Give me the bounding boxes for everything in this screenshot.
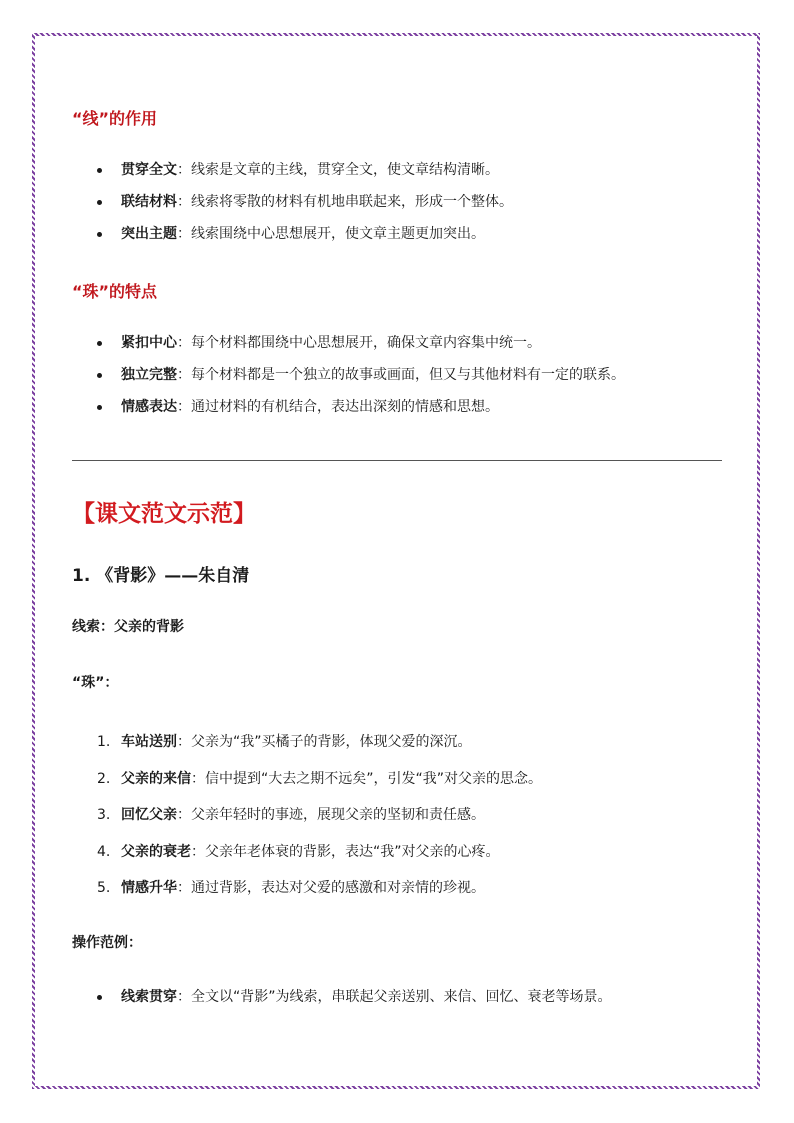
item-text: ：每个材料都围绕中心思想展开，确保文章内容集中统一。 (177, 335, 541, 351)
item-term: 情感升华 (121, 880, 177, 896)
list-item (72, 769, 722, 806)
list-item (72, 365, 722, 397)
list-item (72, 732, 722, 769)
item-number: 5. (97, 880, 111, 896)
section-title: 【课文范文示范】 (72, 500, 256, 527)
heading-pearl-features: “珠”的特点 (72, 282, 158, 301)
pearl-features-list (72, 333, 722, 429)
item-number: 4. (97, 843, 111, 860)
item-text: ：线索围绕中心思想展开，使文章主题更加突出。 (177, 226, 485, 242)
horizontal-divider (72, 460, 722, 461)
operation-label: 操作范例： (72, 935, 142, 951)
list-item (72, 333, 722, 365)
line-role-list (72, 160, 722, 256)
item-text: ：通过背影，表达对父爱的感激和对亲情的珍视。 (177, 880, 485, 896)
list-item (72, 192, 722, 224)
item-text: ：通过材料的有机结合，表达出深刻的情感和思想。 (177, 399, 499, 415)
item-text: ：信中提到“大去之期不远矣”，引发“我”对父亲的思念。 (191, 770, 543, 787)
list-item (72, 224, 722, 256)
example-subtitle: 1. 《背影》——朱自清 (72, 566, 250, 586)
clue-label: 线索：父亲的背影 (72, 619, 184, 635)
item-term: 突出主题 (121, 226, 177, 242)
item-number: 1. (97, 734, 111, 750)
list-item (72, 987, 722, 1019)
list-item (72, 805, 722, 842)
pearl-list (72, 732, 722, 915)
item-term: 回忆父亲 (121, 807, 177, 823)
item-text: ：父亲年轻时的事迹，展现父亲的坚韧和责任感。 (177, 807, 485, 823)
item-number: 2. (97, 770, 111, 787)
item-term: 联结材料 (121, 194, 177, 210)
heading-line-role: “线”的作用 (72, 109, 158, 128)
item-term: 贯穿全文 (121, 162, 177, 178)
operation-list (72, 987, 722, 1019)
item-number: 3. (97, 807, 111, 823)
item-text: ：线索是文章的主线，贯穿全文，使文章结构清晰。 (177, 162, 499, 178)
item-term: 独立完整 (121, 367, 177, 383)
item-text: ：线索将零散的材料有机地串联起来，形成一个整体。 (177, 194, 513, 210)
item-term: 父亲的衰老 (121, 843, 191, 860)
item-text: ：父亲为“我”买橘子的背影，体现父爱的深沉。 (177, 734, 472, 750)
list-item (72, 842, 722, 879)
item-term: 线索贯穿 (121, 989, 177, 1005)
item-term: 紧扣中心 (121, 335, 177, 351)
item-term: 情感表达 (121, 399, 177, 415)
pearl-label: “珠”： (72, 675, 119, 691)
list-item (72, 160, 722, 192)
item-text: ：每个材料都是一个独立的故事或画面，但又与其他材料有一定的联系。 (177, 367, 625, 383)
item-text: ：父亲年老体衰的背影，表达“我”对父亲的心疼。 (191, 843, 500, 860)
item-term: 车站送别 (121, 734, 177, 750)
item-term: 父亲的来信 (121, 770, 191, 787)
item-text: ：全文以“背影”为线索，串联起父亲送别、来信、回忆、衰老等场景。 (177, 989, 612, 1005)
list-item (72, 878, 722, 915)
list-item (72, 397, 722, 429)
